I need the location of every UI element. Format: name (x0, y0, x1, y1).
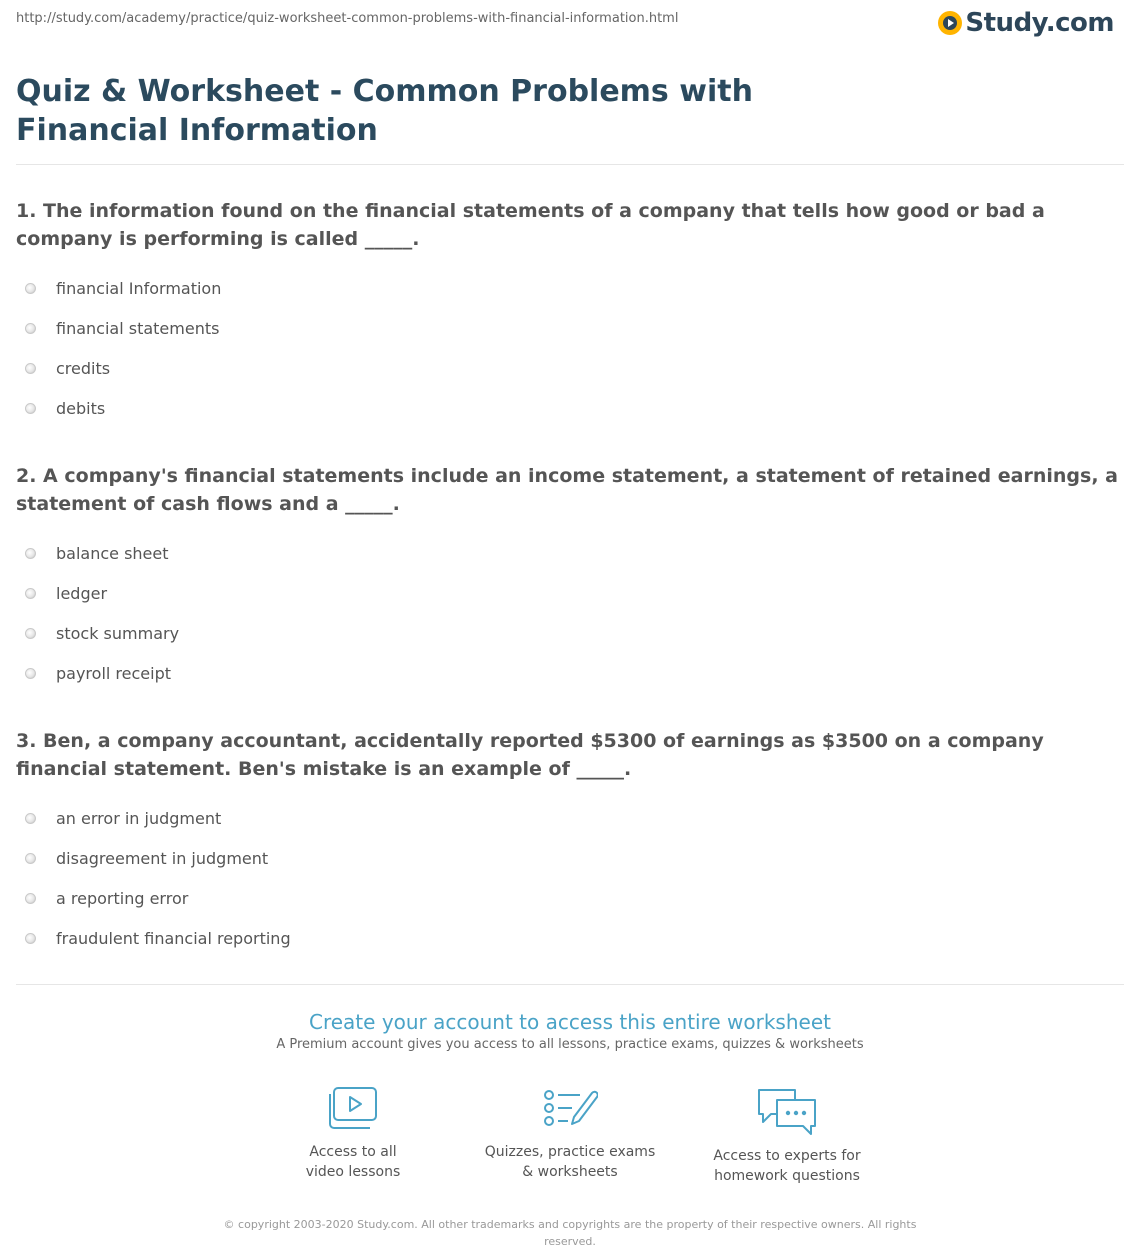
answer-label: stock summary (56, 623, 180, 643)
answer-option[interactable] (16, 533, 1124, 573)
feature-label-line: & worksheets (522, 1164, 618, 1180)
answer-option[interactable] (16, 388, 1124, 428)
answer-options (16, 533, 1124, 693)
answer-option[interactable] (16, 798, 1124, 838)
answer-option[interactable] (16, 878, 1124, 918)
radio-button-icon[interactable] (25, 813, 36, 824)
radio-button-icon[interactable] (25, 893, 36, 904)
answer-label: a reporting error (56, 888, 189, 908)
answer-options (16, 798, 1124, 958)
answer-option[interactable] (16, 308, 1124, 348)
answer-option[interactable] (16, 838, 1124, 878)
answer-options (16, 268, 1124, 428)
play-circle-icon (938, 11, 962, 35)
answer-label: ledger (56, 583, 108, 603)
questions-divider (16, 984, 1124, 985)
answer-label: an error in judgment (56, 808, 222, 828)
answer-label: disagreement in judgment (56, 848, 269, 868)
radio-button-icon[interactable] (25, 548, 36, 559)
answer-option[interactable] (16, 348, 1124, 388)
page (16, 0, 1124, 1250)
page-title: Quiz & Worksheet - Common Problems with Financial Information (16, 74, 753, 148)
radio-button-icon[interactable] (25, 933, 36, 944)
feature-list (16, 1086, 1124, 1186)
premium-cta (16, 1009, 1124, 1250)
feature-experts (679, 1086, 896, 1186)
answer-label: financial Information (56, 278, 222, 298)
question-text: 3. Ben, a company accountant, accidentally reported $5300 of earnings as $3500 on a company financial statement. Ben's mistake is an example of _____. (16, 730, 1044, 780)
cta-subtitle: A Premium account gives you access to all lessons, practice exams, quizzes & worksheets (276, 1037, 864, 1052)
study-logo[interactable] (938, 8, 1114, 38)
radio-button-icon[interactable] (25, 588, 36, 599)
radio-button-icon[interactable] (25, 323, 36, 334)
question-1 (16, 197, 1124, 428)
answer-label: financial statements (56, 318, 220, 338)
create-account-link[interactable]: Create your account to access this entire worksheet (309, 1010, 831, 1034)
answer-label: fraudulent financial reporting (56, 928, 291, 948)
feature-label-line: video lessons (305, 1164, 401, 1180)
feature-label-line: Quizzes, practice exams (484, 1144, 656, 1160)
question-3 (16, 727, 1124, 958)
feature-label-line: Access to all (309, 1144, 397, 1160)
answer-label: debits (56, 398, 106, 418)
quiz-checklist-icon (542, 1086, 598, 1132)
answer-option[interactable] (16, 653, 1124, 693)
answer-label: payroll receipt (56, 663, 172, 683)
radio-button-icon[interactable] (25, 403, 36, 414)
answer-label: credits (56, 358, 111, 378)
feature-label-line: homework questions (714, 1168, 860, 1184)
page-url: http://study.com/academy/practice/quiz-worksheet-common-problems-with-financial-information.html (16, 11, 679, 26)
logo-text: Study.com (965, 8, 1114, 38)
answer-option[interactable] (16, 268, 1124, 308)
top-bar (16, 0, 1124, 44)
answer-option[interactable] (16, 613, 1124, 653)
video-lessons-icon (326, 1086, 380, 1132)
radio-button-icon[interactable] (25, 363, 36, 374)
title-divider (16, 164, 1124, 165)
question-2 (16, 462, 1124, 693)
radio-button-icon[interactable] (25, 853, 36, 864)
radio-button-icon[interactable] (25, 668, 36, 679)
copyright-notice: © copyright 2003-2020 Study.com. All other trademarks and copyrights are the property of their respective owners. All rights reserved. (223, 1218, 917, 1248)
radio-button-icon[interactable] (25, 283, 36, 294)
answer-option[interactable] (16, 918, 1124, 958)
question-text: 2. A company's financial statements include an income statement, a statement of retained earnings, a statement of cash flows and a _____. (16, 465, 1118, 515)
radio-button-icon[interactable] (25, 628, 36, 639)
chat-bubbles-icon (755, 1086, 819, 1136)
answer-option[interactable] (16, 573, 1124, 613)
answer-label: balance sheet (56, 543, 169, 563)
question-text: 1. The information found on the financial statements of a company that tells how good or bad a company is performing is called _____. (16, 200, 1045, 250)
feature-video-lessons (245, 1086, 462, 1186)
feature-label-line: Access to experts for (713, 1148, 861, 1164)
feature-quizzes (462, 1086, 679, 1186)
